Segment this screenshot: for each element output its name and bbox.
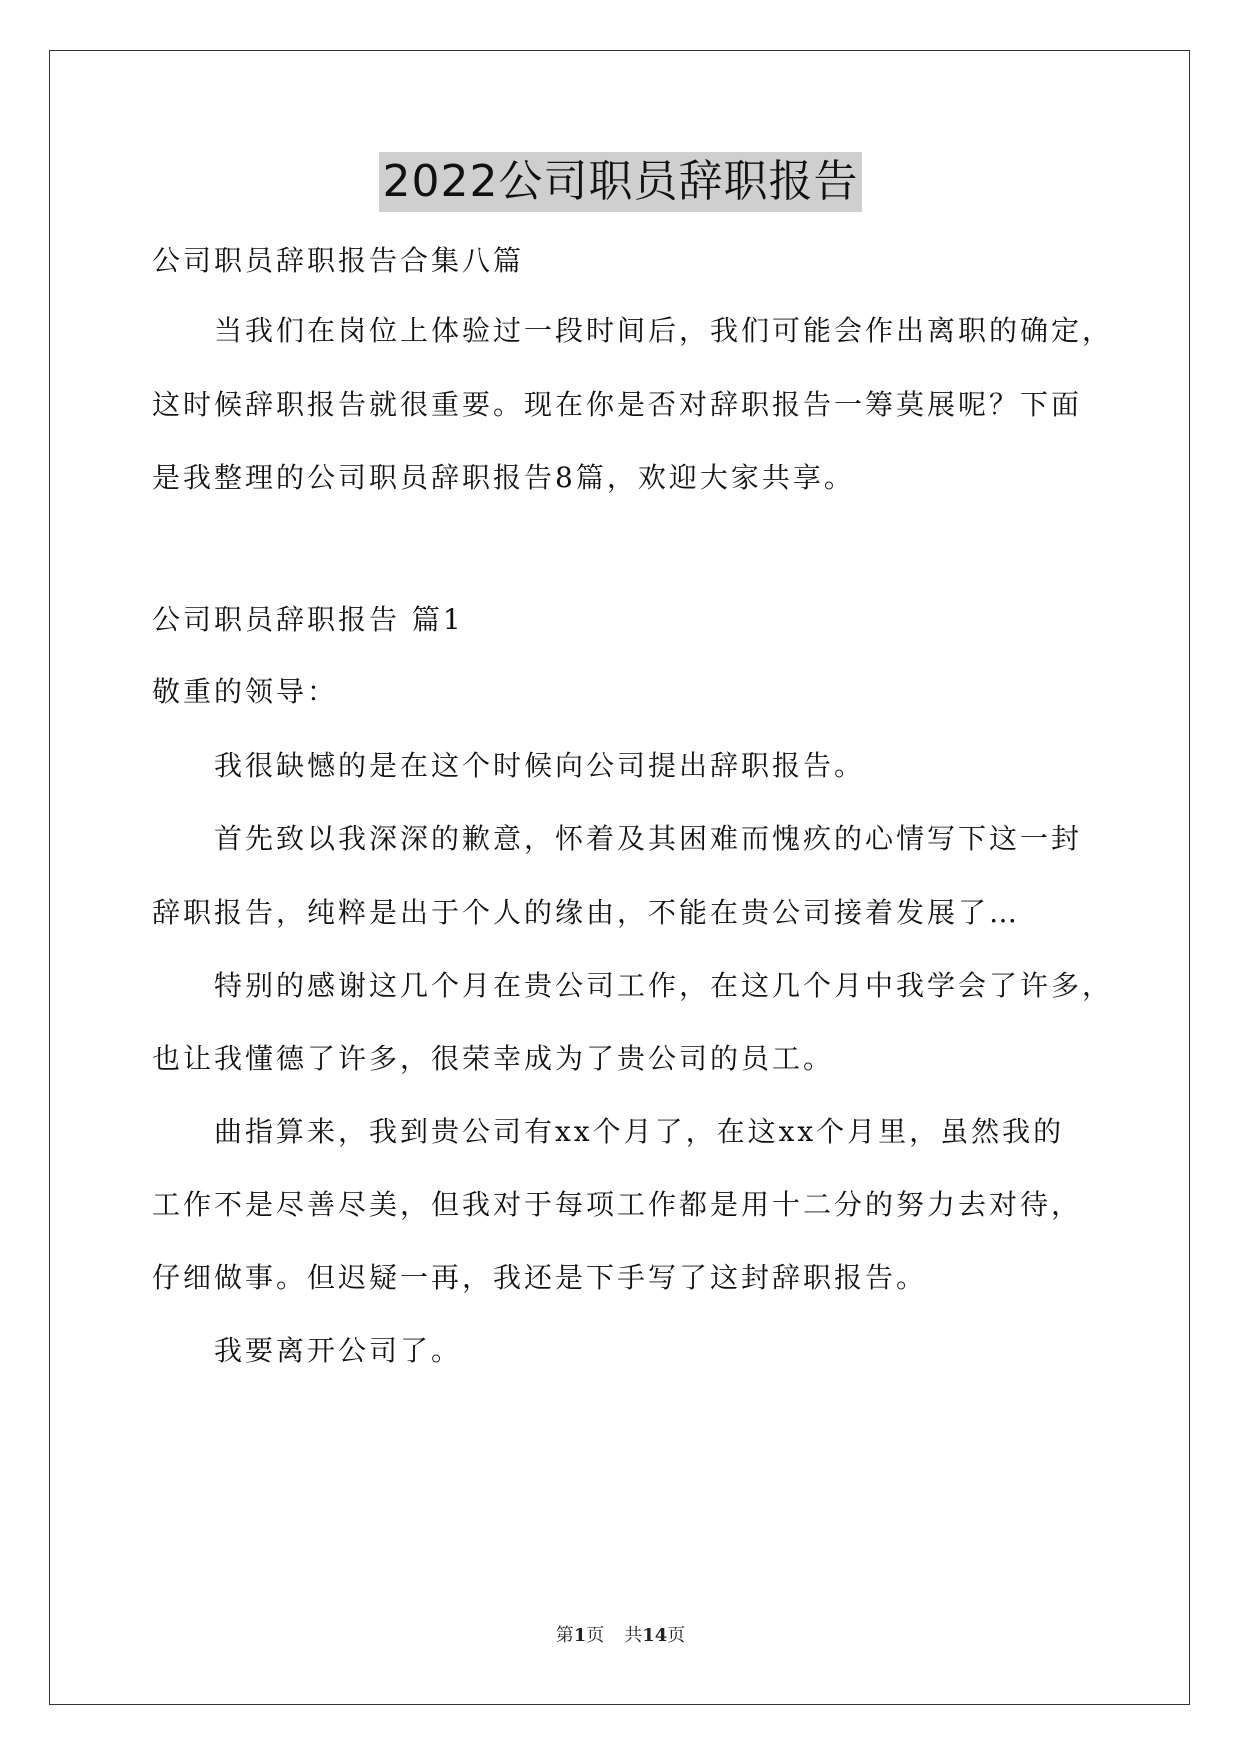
page-prefix: 第 <box>555 1625 574 1646</box>
intro-paragraph-line: 当我们在岗位上体验过一段时间后，我们可能会作出离职的确定， <box>214 314 1114 347</box>
body-paragraph-line: 曲指算来，我到贵公司有xx个月了，在这xx个月里，虽然我的 <box>214 1115 1065 1148</box>
section-heading: 公司职员辞职报告 篇1 <box>152 603 464 636</box>
total-pages: 14 <box>642 1625 668 1646</box>
salutation: 敬重的领导： <box>152 675 339 708</box>
body-paragraph-line: 辞职报告，纯粹是出于个人的缘由，不能在贵公司接着发展了… <box>152 896 1021 929</box>
collection-heading: 公司职员辞职报告合集八篇 <box>152 244 525 277</box>
title-container <box>0 152 1241 212</box>
document-title: 2022公司职员辞职报告 <box>379 152 863 212</box>
body-paragraph-line: 仔细做事。但迟疑一再，我还是下手写了这封辞职报告。 <box>152 1261 928 1294</box>
page-suffix: 页 <box>586 1625 605 1646</box>
body-paragraph-line: 工作不是尽善尽美，但我对于每项工作都是用十二分的努力去对待， <box>152 1188 1083 1221</box>
body-paragraph-line: 特别的感谢这几个月在贵公司工作，在这几个月中我学会了许多， <box>214 969 1114 1002</box>
page-number: 1 <box>573 1625 587 1646</box>
body-paragraph-line: 首先致以我深深的歉意，怀着及其困难而愧疚的心情写下这一封 <box>214 822 1083 855</box>
body-paragraph-line: 也让我懂德了许多，很荣幸成为了贵公司的员工。 <box>152 1042 835 1075</box>
page-border <box>49 50 1190 1705</box>
body-paragraph-line: 我很缺憾的是在这个时候向公司提出辞职报告。 <box>214 749 866 782</box>
total-prefix: 共 <box>624 1625 643 1646</box>
total-suffix: 页 <box>667 1625 686 1646</box>
intro-paragraph-line: 是我整理的公司职员辞职报告8篇，欢迎大家共享。 <box>152 461 855 494</box>
intro-paragraph-line: 这时候辞职报告就很重要。现在你是否对辞职报告一筹莫展呢？下面 <box>152 388 1083 421</box>
page-footer <box>0 1624 1241 1648</box>
body-paragraph-line: 我要离开公司了。 <box>214 1334 463 1367</box>
